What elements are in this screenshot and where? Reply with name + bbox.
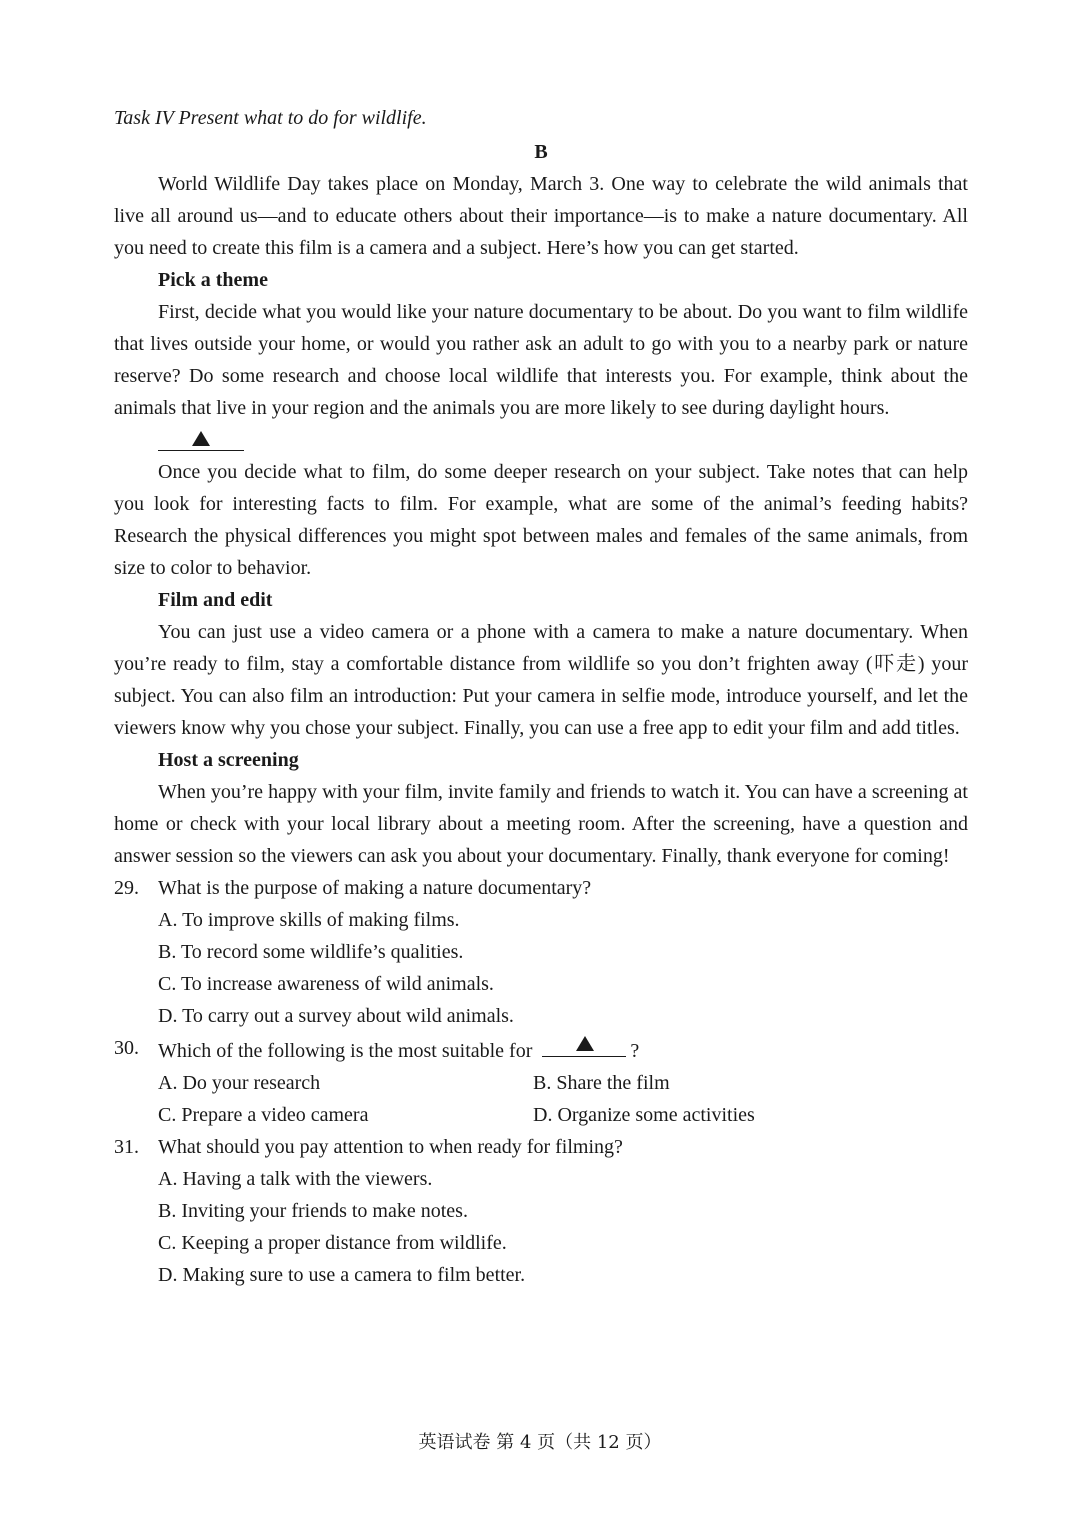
question-text bbox=[114, 1032, 968, 1067]
option-30-c: C. Prepare a video camera bbox=[158, 1104, 369, 1126]
answer-blank bbox=[542, 1032, 626, 1057]
question-29 bbox=[114, 872, 968, 904]
task-title: Task IV Present what to do for wildlife. bbox=[114, 107, 427, 129]
option-31-b: B. Inviting your friends to make notes. bbox=[158, 1200, 468, 1222]
intro-paragraph: World Wildlife Day takes place on Monday, March 3. One way to celebrate the wild animals that live all around us—and to educate others about their importance—is to make a nature documentary. All you need to create this film is a camera and a subject. Here’s how you can get started. bbox=[114, 173, 968, 259]
triangle-icon bbox=[192, 431, 210, 446]
question-text-main: Which of the following is the most suitable for bbox=[158, 1040, 533, 1062]
option-29-a: A. To improve skills of making films. bbox=[158, 909, 460, 931]
question-number: 30. bbox=[114, 1037, 139, 1059]
question-number: 31. bbox=[114, 1136, 139, 1158]
option-29-b: B. To record some wildlife’s qualities. bbox=[158, 941, 464, 963]
question-text: What should you pay attention to when ready for filming? bbox=[158, 1136, 623, 1158]
blank-line bbox=[114, 424, 968, 456]
question-31 bbox=[114, 1131, 968, 1163]
option-29-c: C. To increase awareness of wild animals. bbox=[158, 973, 494, 995]
section-letter: B bbox=[534, 141, 548, 163]
page-footer: 英语试卷 第 4 页（共 12 页） bbox=[418, 1432, 662, 1453]
option-30-d: D. Organize some activities bbox=[533, 1104, 755, 1126]
heading-host-a-screening: Host a screening bbox=[158, 749, 299, 771]
question-30 bbox=[114, 1032, 968, 1067]
pick-paragraph-1: First, decide what you would like your nature documentary to be about. Do you want to film wildlife that lives outside your home, or would you rather ask an adult to go with you to a nearby park or nature reserve? Do some research and choose local wildlife that interests you. For example, think about the animals that live in your region and the animals you are more likely to see during daylight hours. bbox=[114, 301, 968, 419]
option-29-d: D. To carry out a survey about wild animals. bbox=[158, 1005, 514, 1027]
option-31-c: C. Keeping a proper distance from wildlife. bbox=[158, 1232, 507, 1254]
passage bbox=[114, 168, 968, 1291]
option-31-a: A. Having a talk with the viewers. bbox=[158, 1168, 433, 1190]
option-row bbox=[114, 1099, 968, 1131]
answer-blank bbox=[158, 424, 244, 451]
option-30-a: A. Do your research bbox=[158, 1072, 321, 1094]
heading-pick-a-theme: Pick a theme bbox=[158, 269, 268, 291]
question-number: 29. bbox=[114, 877, 139, 899]
pick-paragraph-2: Once you decide what to film, do some deeper research on your subject. Take notes that can help you look for interesting facts to film. For example, what are some of the animal’s feeding habits? Research the physical differences you might spot between males and females of the same animals, from size to color to behavior. bbox=[114, 461, 968, 579]
host-paragraph: When you’re happy with your film, invite family and friends to watch it. You can have a screening at home or check with your local library about a meeting room. After the screening, have a question and answer session so the viewers can ask you about your documentary. Finally, thank everyone for coming! bbox=[114, 781, 968, 867]
film-paragraph: You can just use a video camera or a phone with a camera to make a nature documentary. When you’re ready to film, stay a comfortable distance from wildlife so you don’t frighten away (吓走) your subject. You can also film an introduction: Put your camera in selfie mode, introduce yourself, and let the viewers know why you chose your subject. Finally, you can use a free app to edit your film and add titles. bbox=[114, 621, 968, 739]
triangle-icon bbox=[576, 1036, 594, 1051]
option-31-d: D. Making sure to use a camera to film better. bbox=[158, 1264, 526, 1286]
question-text: What is the purpose of making a nature documentary? bbox=[158, 877, 592, 899]
option-row bbox=[114, 1067, 968, 1099]
heading-film-and-edit: Film and edit bbox=[158, 589, 273, 611]
question-text-end: ? bbox=[630, 1040, 640, 1062]
option-30-b: B. Share the film bbox=[533, 1072, 670, 1094]
